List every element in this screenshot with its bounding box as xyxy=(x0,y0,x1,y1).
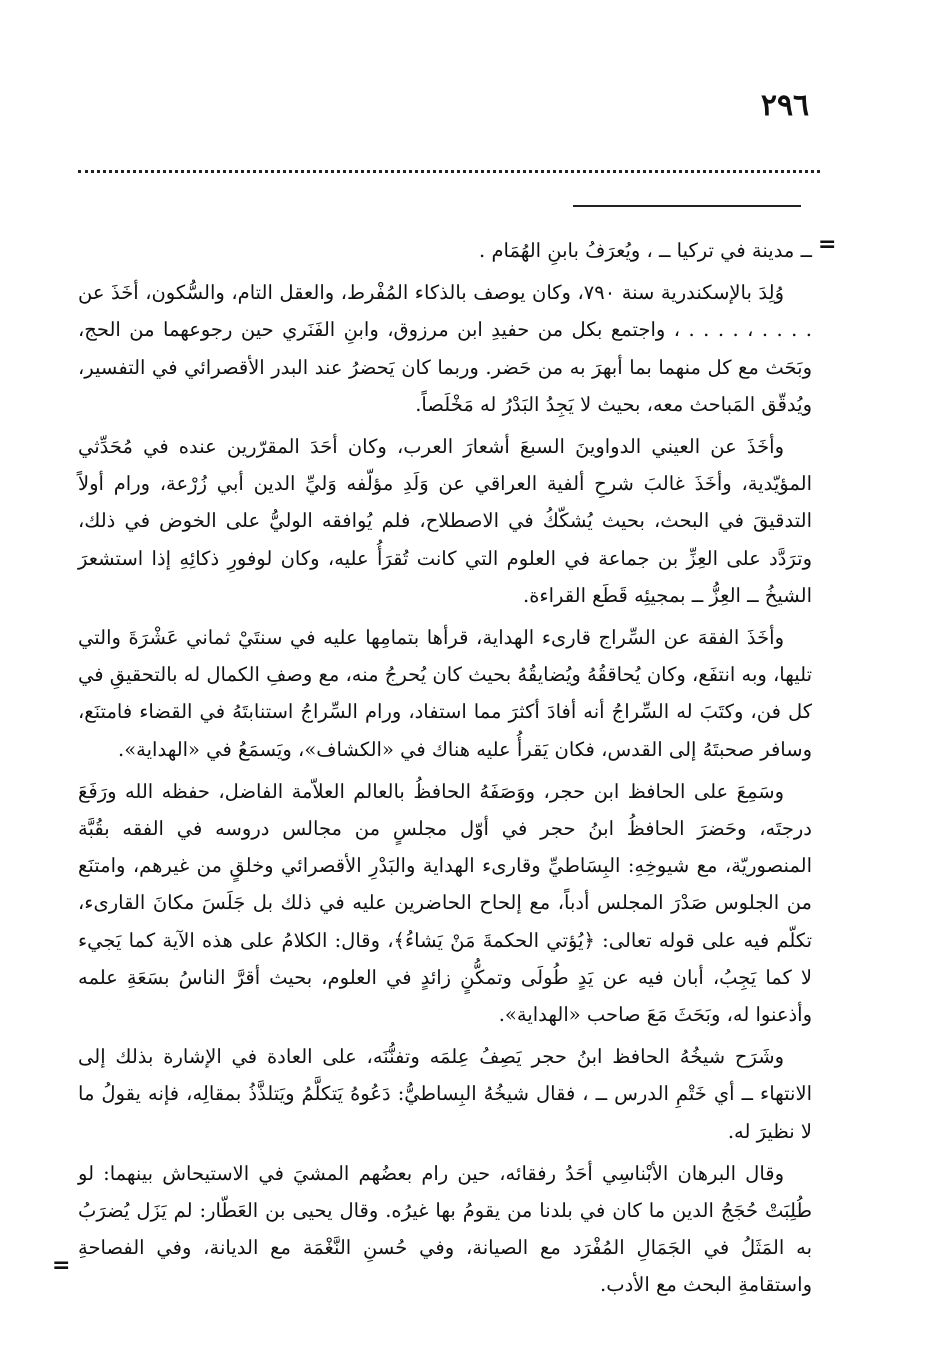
paragraph: وسَمِعَ على الحافظ ابن حجر، ووَصَفَهُ الحافظُ بالعالم العلاّمة الفاضل، حفظه الله ورَفَعَ درجتَه، وحَضرَ الحافظُ ابنُ حجر في أوّل مجلسٍ من مجالس دروسه في الفقه بقُبَّة المنصوريّة، مع شيوخِهِ: البِسَاطيِّ وقارىء الهداية والبَدْرِ الأقصرائي وخلقٍ من غيرهم، وامتنَع من الجلوس صَدْرَ المجلس أدباً، مع إلحاح الحاضرين عليه في ذلك بل جَلَسَ مكانَ القارىء، تكلّم فيه على قوله تعالى: ﴿يُؤتي الحكمةَ مَنْ يَشاءُ﴾، وقال: الكلامُ على هذه الآية كما يَجيء لا كما يَجِبُ، أبان فيه عن يَدٍ طُولَى وتمكُّنٍ زائدٍ في العلوم، بحيث أقرَّ الناسُ بسَعَةِ علمه وأذعنوا له، وبَحَثَ مَعَ صاحب «الهداية». xyxy=(78,779,812,1027)
paragraph: وأخَذَ الفقهَ عن السِّراج قارىء الهداية، قرأها بتمامِها عليه في سنتَيْ ثماني عَشْرَةَ والتي تليها، وبه انتفَع، وكان يُحاققُهُ ويُضايقُهُ بحيث كان يُحرجُ منه، مع وصفِ الكمال له بالتحقيقِ في كل فن، وكتَبَ له السِّراجُ أنه أفادَ أكثرَ مما استفاد، ورام السِّراجُ استنابتَهُ في القضاء فامتنَع، وسافر صحبتَهُ إلى القدس، فكان يَقرأُ عليه هناك في «الكشاف»، ويَسمَعُ في «الهداية». xyxy=(78,626,812,761)
paragraph: ــ مدينة في تركيا ــ ، ويُعرَفُ بابنِ الهُمَام . xyxy=(479,239,812,262)
continuation-marker-top: = xyxy=(818,232,837,257)
paragraph: وشَرَح شيخُهُ الحافظ ابنُ حجر يَصِفُ عِلمَه وتفنُّنَه، على العادة في الإشارة بذلك إلى الانتهاء ــ أي خَتْمِ الدرس ــ ، فقال شيخُهُ البِساطيُّ: دَعُوهُ يَتكلَّمُ ويَتلذَّذُ بمقالِه، فإنه يقولُ ما لا نظيرَ له. xyxy=(78,1045,812,1143)
paragraph: وقال البرهان الأبْناسِي أحَدُ رفقائه، حين رام بعضُهم المشيَ في الاستيحاش بينهما: لو طُلِبَتْ حُجَجُ الدين ما كان في بلدنا من يقومُ بها غيرُه. وقال يحيى بن العَطّار: لم يَزَل يُضرَبُ به المَثَلُ في الجَمَالِ المُفْرَد مع الصيانة، وفي حُسنِ النَّغْمَة مع الديانة، وفي الفصاحةِ واستقامةِ البحث مع الأدب. xyxy=(78,1161,812,1297)
paragraph: وُلِدَ بالإسكندرية سنة ٧٩٠، وكان يوصف بالذكاء المُفْرط، والعقل التام، والسُّكون، أخَذَ عن . . . . ، . . . . ، واجتمع بكل من حفيدِ ابن مرزوق، وابنِ الفَنَري حين رجوعهما من الحج، وبَحَث مع كل منهما بما أبهرَ به من حَضر. وربما كان يَحضرُ عند البدر الأقصرائي في التفسير، ويُدقّق المَباحث معه، بحيث لا يَجِدُ البَدْرُ له مَخْلَصاً. xyxy=(78,281,812,416)
page-number: ٢٩٦ xyxy=(760,88,810,123)
paragraph: وأخَذَ عن العيني الدواوينَ السبعَ أشعارَ العرب، وكان أحَدَ المقرّرين عنده في مُحَدِّثي المؤيّدية، وأخَذَ غالبَ شرحِ ألفية العراقي عن وَلَدِ مؤلّفه وَليِّ الدين أبي زُرْعة، ورام أولاً التدقيقَ في البحث، بحيث يُشكّكُ في الاصطلاح، فلم يُوافقه الوليُّ على الخوض في ذلك، وترَدَّد على العِزِّ بن جماعة في العلوم التي كانت تُقرَأُ عليه، وكان لوفورِ ذكائِهِ إذا استشعرَ الشيخُ ــ العِزُّ ــ بمجيئِه قَطَع القراءة. xyxy=(78,435,812,607)
continuation-marker-bottom: = xyxy=(52,1253,71,1278)
footnote-body xyxy=(78,232,812,1309)
dotted-divider xyxy=(78,170,820,173)
footnote-rule xyxy=(573,205,801,207)
